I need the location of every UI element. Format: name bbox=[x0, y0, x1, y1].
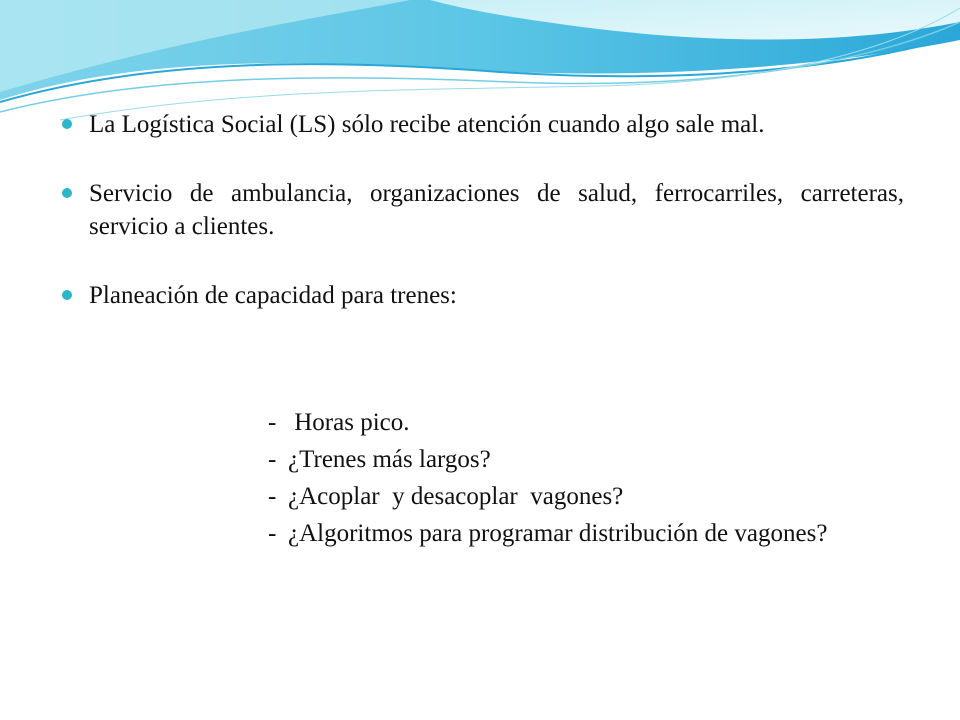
bullet-item bbox=[62, 279, 904, 312]
bullet-dot-icon bbox=[62, 188, 72, 198]
dash-marker: - bbox=[268, 520, 277, 547]
sub-item-text: Horas pico. bbox=[288, 409, 410, 436]
dash-marker: - bbox=[268, 483, 277, 510]
sub-list-item bbox=[268, 478, 904, 515]
sub-list-item bbox=[268, 441, 904, 478]
bullet-list bbox=[62, 108, 904, 348]
bullet-dot-icon bbox=[62, 119, 72, 129]
bullet-text: La Logística Social (LS) sólo recibe atención cuando algo sale mal. bbox=[89, 111, 765, 138]
bullet-text: Servicio de ambulancia, organizaciones de salud, ferrocarriles, carreteras, servicio a clientes. bbox=[89, 180, 904, 240]
bullet-item bbox=[62, 177, 904, 243]
sub-list bbox=[268, 404, 904, 550]
bullet-text: Planeación de capacidad para trenes: bbox=[89, 282, 457, 309]
sub-item-text: ¿Trenes más largos? bbox=[288, 446, 491, 473]
dash-marker: - bbox=[268, 446, 277, 473]
sub-item-text: ¿Algoritmos para programar distribución de vagones? bbox=[288, 520, 828, 547]
sub-list-item bbox=[268, 517, 904, 550]
bullet-dot-icon bbox=[62, 290, 72, 300]
sub-item-text: ¿Acoplar y desacoplar vagones? bbox=[288, 483, 624, 510]
dash-marker: - bbox=[268, 409, 277, 436]
bullet-item bbox=[62, 108, 904, 141]
sub-list-item bbox=[268, 404, 904, 441]
